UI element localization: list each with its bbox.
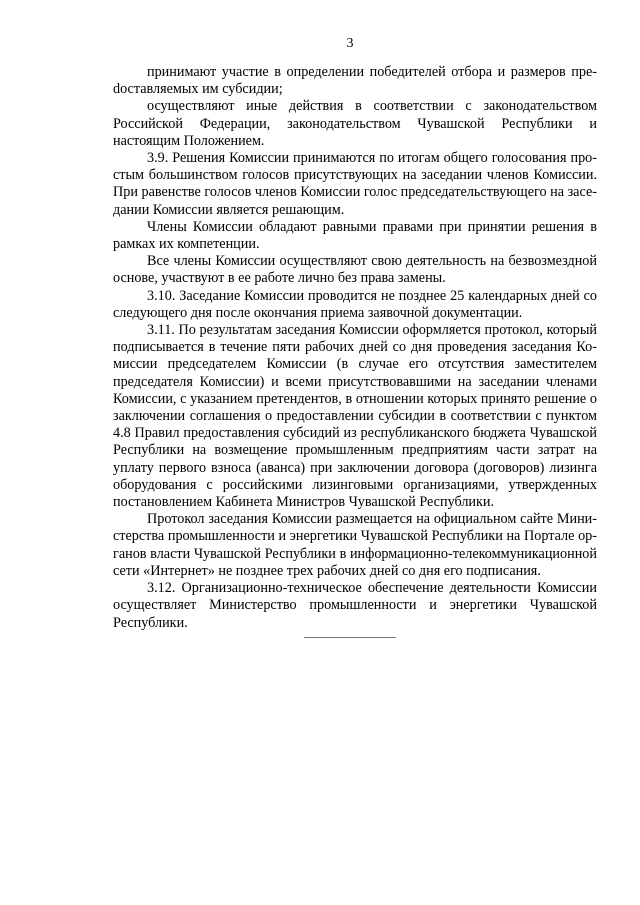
paragraph-unpaid-basis: Все члены Комиссии осуществляют свою деятельность на безвозмездной основе, участвуют в ее работе лично без права замены. — [113, 253, 597, 287]
paragraph-equal-rights: Члены Комиссии обладают равными правами при принятии решения в рамках их компетенции. — [113, 218, 597, 253]
end-divider-line — [304, 637, 396, 638]
paragraph-protocol-publication: Протокол заседания Комиссии размещается на официальном сайте Министерства промышленности и энергетики Чувашской Республики на Портале органов власти Чувашской Республики в информационно-телекоммуникационной сети «Интернет» не позднее трех рабочих дней со дня его подписания. — [113, 511, 597, 579]
paragraph-3-9-decisions: 3.9. Решения Комиссии принимаются по итогам общего голосования простым большинством голосов присутствующих на заседании членов Комиссии. При равенстве голосов членов Комиссии голос председательствующего на заседании Комиссии является решающим. — [113, 150, 597, 218]
paragraph-3-11-protocol: 3.11. По результатам заседания Комиссии оформляется протокол, который подписывается в течение пяти рабочих дней со дня проведения заседания Комиссии председателем Комиссии (в случае его отсутствия заместителем председателя Комиссии) и всеми присутствовавшими на заседании членами Комиссии, с указанием претендентов, в отношении которых принято решение о заключении соглашения о предоставлении субсидии в соответствии с пунктом 4.8 Правил предоставления субсидий из республиканского бюджета Чувашской Республики на возмещение промышленным предприятиям части затрат на уплату первого взноса (аванса) при заключении договора (договоров) лизинга оборудования с российскими лизинговыми организациями, утвержденных постановлением Кабинета Министров Чувашской Республики. — [113, 322, 597, 511]
paragraph-3-10-meeting-deadline: 3.10. Заседание Комиссии проводится не позднее 25 календарных дней со следующего дня после окончания приема заявочной документации. — [113, 287, 597, 321]
document-body — [113, 64, 597, 632]
page-number: 3 — [346, 36, 354, 51]
paragraph-other-actions: осуществляют иные действия в соответствии с законодательством Российской Федерации, законодательством Чувашской Республики и настоящим Положением. — [113, 98, 597, 149]
paragraph-3-12-support: 3.12. Организационно-техническое обеспечение деятельности Комиссии осуществляет Министерство промышленности и энергетики Чувашской Республики. — [113, 580, 597, 631]
paragraph-commission-functions-end: принимают участие в определении победителей отбора и размеров преdоставляемых им субсидии; — [113, 64, 597, 98]
